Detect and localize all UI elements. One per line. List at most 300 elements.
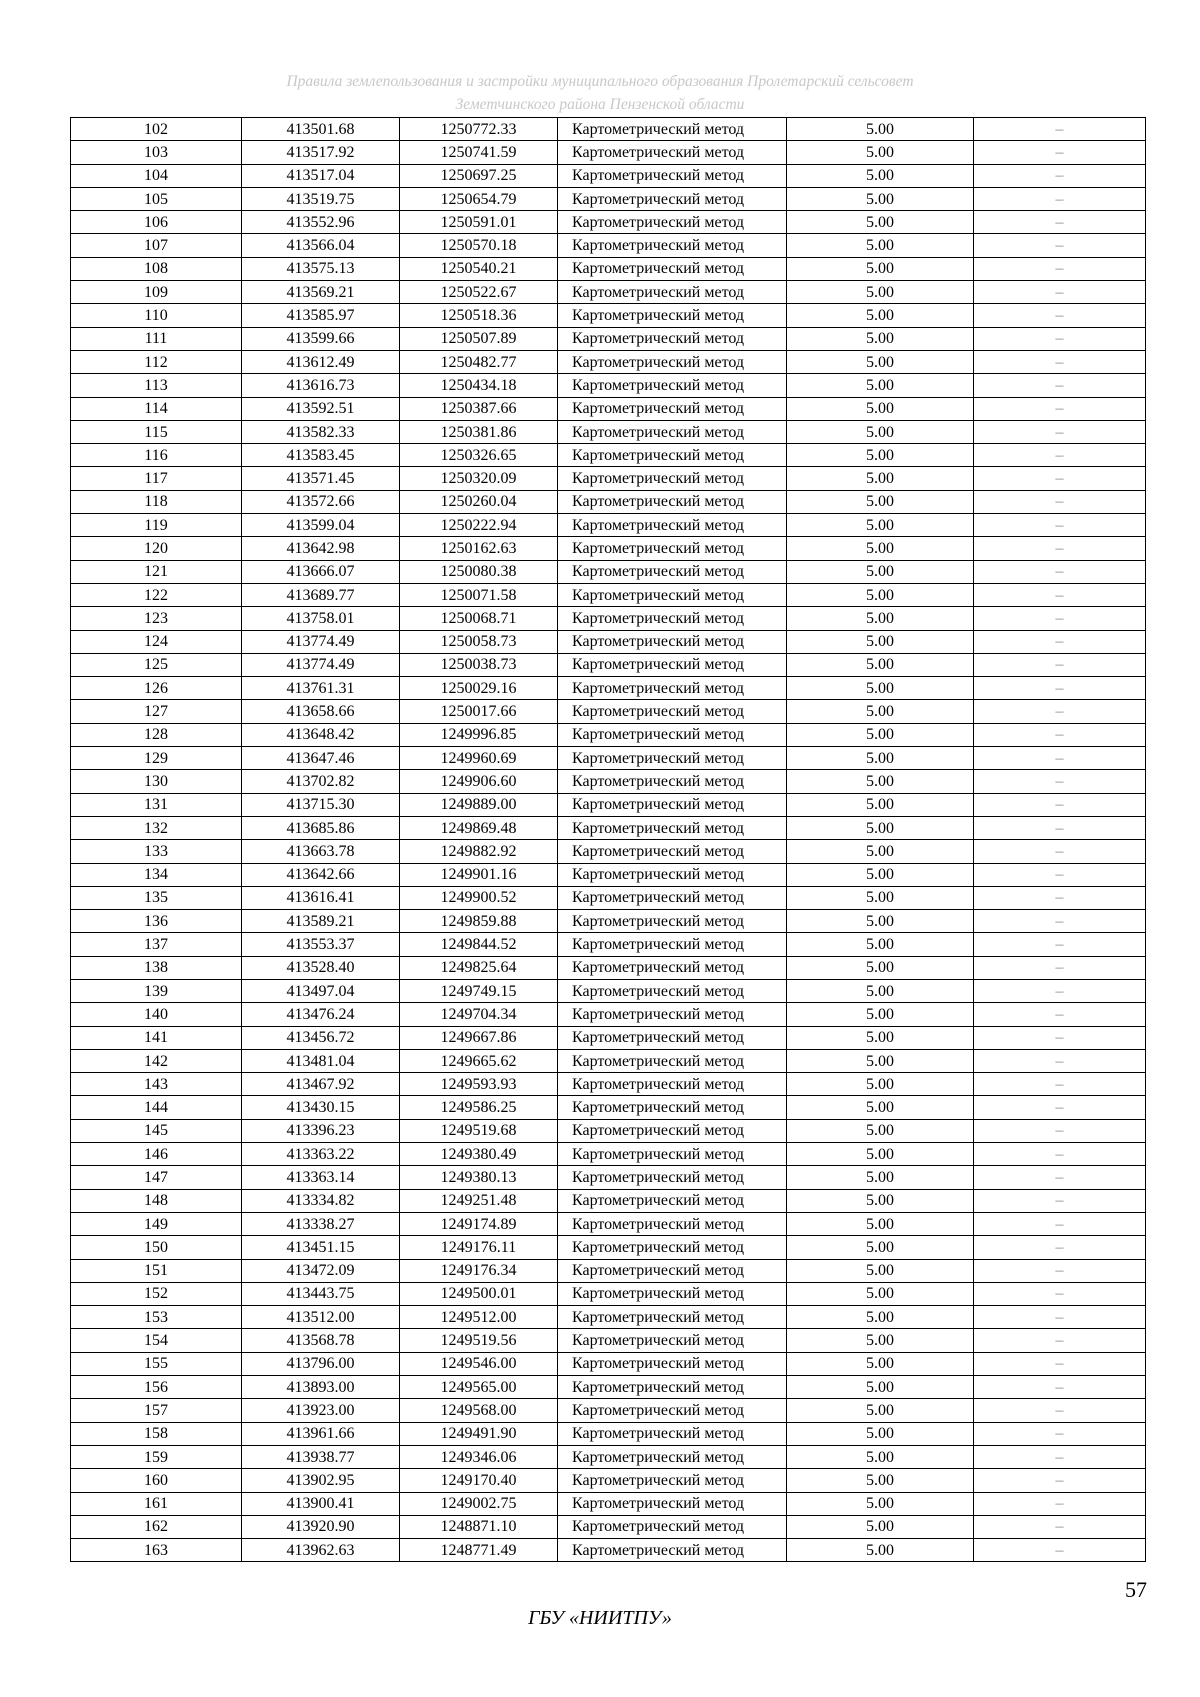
table-row — [71, 677, 1146, 700]
x-coordinate-cell: 413893.00 — [242, 1376, 400, 1399]
table-row — [71, 723, 1146, 746]
y-coordinate-cell: 1249844.52 — [400, 933, 558, 956]
method-cell: Картометрический метод — [558, 281, 787, 304]
note-cell: – — [974, 1445, 1146, 1468]
running-header — [60, 70, 1140, 116]
y-coordinate-cell: 1249825.64 — [400, 956, 558, 979]
table-row — [71, 1166, 1146, 1189]
note-cell: – — [974, 327, 1146, 350]
accuracy-cell: 5.00 — [787, 420, 974, 443]
point-number-cell: 154 — [71, 1329, 242, 1352]
table-row — [71, 118, 1146, 141]
x-coordinate-cell: 413571.45 — [242, 467, 400, 490]
table-row — [71, 1492, 1146, 1515]
table-row — [71, 514, 1146, 537]
point-number-cell: 131 — [71, 793, 242, 816]
header-line-1: Правила землепользования и застройки муниципального образования Пролетарский сельсовет — [286, 73, 914, 90]
note-cell: – — [974, 350, 1146, 373]
table-row — [71, 700, 1146, 723]
y-coordinate-cell: 1249176.34 — [400, 1259, 558, 1282]
method-cell: Картометрический метод — [558, 1119, 787, 1142]
y-coordinate-cell: 1250068.71 — [400, 607, 558, 630]
note-cell: – — [974, 211, 1146, 234]
point-number-cell: 118 — [71, 490, 242, 513]
point-number-cell: 139 — [71, 979, 242, 1002]
x-coordinate-cell: 413774.49 — [242, 653, 400, 676]
point-number-cell: 145 — [71, 1119, 242, 1142]
method-cell: Картометрический метод — [558, 1399, 787, 1422]
point-number-cell: 161 — [71, 1492, 242, 1515]
point-number-cell: 109 — [71, 281, 242, 304]
table-row — [71, 444, 1146, 467]
table-row — [71, 1119, 1146, 1142]
point-number-cell: 156 — [71, 1376, 242, 1399]
note-cell: – — [974, 816, 1146, 839]
x-coordinate-cell: 413616.41 — [242, 886, 400, 909]
y-coordinate-cell: 1250222.94 — [400, 514, 558, 537]
note-cell: – — [974, 770, 1146, 793]
y-coordinate-cell: 1250320.09 — [400, 467, 558, 490]
note-cell: – — [974, 234, 1146, 257]
point-number-cell: 130 — [71, 770, 242, 793]
x-coordinate-cell: 413715.30 — [242, 793, 400, 816]
point-number-cell: 105 — [71, 187, 242, 210]
accuracy-cell: 5.00 — [787, 514, 974, 537]
point-number-cell: 113 — [71, 374, 242, 397]
table-row — [71, 281, 1146, 304]
x-coordinate-cell: 413616.73 — [242, 374, 400, 397]
y-coordinate-cell: 1249500.01 — [400, 1282, 558, 1305]
method-cell: Картометрический метод — [558, 933, 787, 956]
table-row — [71, 1399, 1146, 1422]
accuracy-cell: 5.00 — [787, 397, 974, 420]
method-cell: Картометрический метод — [558, 1049, 787, 1072]
y-coordinate-cell: 1249667.86 — [400, 1026, 558, 1049]
note-cell: – — [974, 1212, 1146, 1235]
accuracy-cell: 5.00 — [787, 444, 974, 467]
y-coordinate-cell: 1249546.00 — [400, 1352, 558, 1375]
point-number-cell: 157 — [71, 1399, 242, 1422]
point-number-cell: 129 — [71, 747, 242, 770]
note-cell: – — [974, 141, 1146, 164]
x-coordinate-cell: 413920.90 — [242, 1515, 400, 1538]
accuracy-cell: 5.00 — [787, 1329, 974, 1352]
note-cell: – — [974, 747, 1146, 770]
note-cell: – — [974, 1049, 1146, 1072]
accuracy-cell: 5.00 — [787, 257, 974, 280]
point-number-cell: 126 — [71, 677, 242, 700]
y-coordinate-cell: 1249565.00 — [400, 1376, 558, 1399]
method-cell: Картометрический метод — [558, 187, 787, 210]
note-cell: – — [974, 677, 1146, 700]
accuracy-cell: 5.00 — [787, 1352, 974, 1375]
method-cell: Картометрический метод — [558, 1282, 787, 1305]
table-row — [71, 1329, 1146, 1352]
point-number-cell: 110 — [71, 304, 242, 327]
coordinates-table-body — [71, 118, 1146, 1562]
y-coordinate-cell: 1250260.04 — [400, 490, 558, 513]
accuracy-cell: 5.00 — [787, 1236, 974, 1259]
x-coordinate-cell: 413961.66 — [242, 1422, 400, 1445]
table-row — [71, 490, 1146, 513]
method-cell: Картометрический метод — [558, 467, 787, 490]
point-number-cell: 124 — [71, 630, 242, 653]
note-cell: – — [974, 956, 1146, 979]
accuracy-cell: 5.00 — [787, 374, 974, 397]
x-coordinate-cell: 413685.86 — [242, 816, 400, 839]
table-row — [71, 979, 1146, 1002]
point-number-cell: 115 — [71, 420, 242, 443]
accuracy-cell: 5.00 — [787, 1166, 974, 1189]
y-coordinate-cell: 1249869.48 — [400, 816, 558, 839]
y-coordinate-cell: 1249859.88 — [400, 910, 558, 933]
x-coordinate-cell: 413430.15 — [242, 1096, 400, 1119]
method-cell: Картометрический метод — [558, 1189, 787, 1212]
x-coordinate-cell: 413761.31 — [242, 677, 400, 700]
note-cell: – — [974, 1026, 1146, 1049]
accuracy-cell: 5.00 — [787, 1143, 974, 1166]
note-cell: – — [974, 607, 1146, 630]
method-cell: Картометрический метод — [558, 956, 787, 979]
note-cell: – — [974, 1399, 1146, 1422]
accuracy-cell: 5.00 — [787, 863, 974, 886]
method-cell: Картометрический метод — [558, 863, 787, 886]
x-coordinate-cell: 413363.22 — [242, 1143, 400, 1166]
y-coordinate-cell: 1250038.73 — [400, 653, 558, 676]
table-row — [71, 607, 1146, 630]
note-cell: – — [974, 1236, 1146, 1259]
table-row — [71, 164, 1146, 187]
point-number-cell: 108 — [71, 257, 242, 280]
point-number-cell: 150 — [71, 1236, 242, 1259]
method-cell: Картометрический метод — [558, 141, 787, 164]
header-line-2: Земетчинского района Пензенской области — [455, 96, 745, 113]
method-cell: Картометрический метод — [558, 327, 787, 350]
accuracy-cell: 5.00 — [787, 653, 974, 676]
accuracy-cell: 5.00 — [787, 933, 974, 956]
x-coordinate-cell: 413702.82 — [242, 770, 400, 793]
y-coordinate-cell: 1249512.00 — [400, 1306, 558, 1329]
note-cell: – — [974, 444, 1146, 467]
accuracy-cell: 5.00 — [787, 560, 974, 583]
x-coordinate-cell: 413658.66 — [242, 700, 400, 723]
x-coordinate-cell: 413663.78 — [242, 840, 400, 863]
y-coordinate-cell: 1250570.18 — [400, 234, 558, 257]
accuracy-cell: 5.00 — [787, 630, 974, 653]
point-number-cell: 134 — [71, 863, 242, 886]
accuracy-cell: 5.00 — [787, 164, 974, 187]
y-coordinate-cell: 1250772.33 — [400, 118, 558, 141]
point-number-cell: 147 — [71, 1166, 242, 1189]
y-coordinate-cell: 1249176.11 — [400, 1236, 558, 1259]
accuracy-cell: 5.00 — [787, 747, 974, 770]
note-cell: – — [974, 630, 1146, 653]
point-number-cell: 143 — [71, 1073, 242, 1096]
y-coordinate-cell: 1249593.93 — [400, 1073, 558, 1096]
note-cell: – — [974, 1539, 1146, 1562]
method-cell: Картометрический метод — [558, 607, 787, 630]
table-row — [71, 1212, 1146, 1235]
x-coordinate-cell: 413796.00 — [242, 1352, 400, 1375]
accuracy-cell: 5.00 — [787, 1515, 974, 1538]
accuracy-cell: 5.00 — [787, 956, 974, 979]
table-row — [71, 1096, 1146, 1119]
note-cell: – — [974, 1352, 1146, 1375]
table-row — [71, 956, 1146, 979]
method-cell: Картометрический метод — [558, 1073, 787, 1096]
method-cell: Картометрический метод — [558, 1212, 787, 1235]
table-row — [71, 537, 1146, 560]
table-row — [71, 420, 1146, 443]
table-row — [71, 1306, 1146, 1329]
y-coordinate-cell: 1249749.15 — [400, 979, 558, 1002]
point-number-cell: 107 — [71, 234, 242, 257]
point-number-cell: 137 — [71, 933, 242, 956]
table-row — [71, 257, 1146, 280]
table-row — [71, 374, 1146, 397]
accuracy-cell: 5.00 — [787, 677, 974, 700]
table-row — [71, 863, 1146, 886]
table-row — [71, 1049, 1146, 1072]
method-cell: Картометрический метод — [558, 397, 787, 420]
accuracy-cell: 5.00 — [787, 910, 974, 933]
accuracy-cell: 5.00 — [787, 1259, 974, 1282]
note-cell: – — [974, 420, 1146, 443]
y-coordinate-cell: 1249996.85 — [400, 723, 558, 746]
method-cell: Картометрический метод — [558, 1166, 787, 1189]
note-cell: – — [974, 1515, 1146, 1538]
y-coordinate-cell: 1250522.67 — [400, 281, 558, 304]
table-row — [71, 793, 1146, 816]
accuracy-cell: 5.00 — [787, 1049, 974, 1072]
table-row — [71, 234, 1146, 257]
method-cell: Картометрический метод — [558, 1515, 787, 1538]
note-cell: – — [974, 374, 1146, 397]
y-coordinate-cell: 1249906.60 — [400, 770, 558, 793]
table-row — [71, 630, 1146, 653]
accuracy-cell: 5.00 — [787, 1189, 974, 1212]
method-cell: Картометрический метод — [558, 1492, 787, 1515]
point-number-cell: 125 — [71, 653, 242, 676]
point-number-cell: 120 — [71, 537, 242, 560]
note-cell: – — [974, 1189, 1146, 1212]
accuracy-cell: 5.00 — [787, 281, 974, 304]
method-cell: Картометрический метод — [558, 1329, 787, 1352]
y-coordinate-cell: 1249380.13 — [400, 1166, 558, 1189]
x-coordinate-cell: 413642.98 — [242, 537, 400, 560]
x-coordinate-cell: 413902.95 — [242, 1469, 400, 1492]
method-cell: Картометрический метод — [558, 490, 787, 513]
y-coordinate-cell: 1249889.00 — [400, 793, 558, 816]
accuracy-cell: 5.00 — [787, 1282, 974, 1305]
method-cell: Картометрический метод — [558, 1259, 787, 1282]
method-cell: Картометрический метод — [558, 1026, 787, 1049]
x-coordinate-cell: 413443.75 — [242, 1282, 400, 1305]
point-number-cell: 136 — [71, 910, 242, 933]
note-cell: – — [974, 1329, 1146, 1352]
method-cell: Картометрический метод — [558, 1539, 787, 1562]
y-coordinate-cell: 1250482.77 — [400, 350, 558, 373]
accuracy-cell: 5.00 — [787, 1469, 974, 1492]
method-cell: Картометрический метод — [558, 1422, 787, 1445]
accuracy-cell: 5.00 — [787, 327, 974, 350]
accuracy-cell: 5.00 — [787, 700, 974, 723]
y-coordinate-cell: 1249380.49 — [400, 1143, 558, 1166]
method-cell: Картометрический метод — [558, 723, 787, 746]
note-cell: – — [974, 1096, 1146, 1119]
y-coordinate-cell: 1248771.49 — [400, 1539, 558, 1562]
x-coordinate-cell: 413497.04 — [242, 979, 400, 1002]
point-number-cell: 132 — [71, 816, 242, 839]
table-row — [71, 1189, 1146, 1212]
x-coordinate-cell: 413648.42 — [242, 723, 400, 746]
x-coordinate-cell: 413334.82 — [242, 1189, 400, 1212]
accuracy-cell: 5.00 — [787, 607, 974, 630]
x-coordinate-cell: 413553.37 — [242, 933, 400, 956]
table-row — [71, 304, 1146, 327]
point-number-cell: 148 — [71, 1189, 242, 1212]
table-row — [71, 1376, 1146, 1399]
x-coordinate-cell: 413962.63 — [242, 1539, 400, 1562]
note-cell: – — [974, 490, 1146, 513]
point-number-cell: 141 — [71, 1026, 242, 1049]
method-cell: Картометрический метод — [558, 444, 787, 467]
table-row — [71, 1469, 1146, 1492]
accuracy-cell: 5.00 — [787, 118, 974, 141]
x-coordinate-cell: 413451.15 — [242, 1236, 400, 1259]
y-coordinate-cell: 1250697.25 — [400, 164, 558, 187]
point-number-cell: 151 — [71, 1259, 242, 1282]
y-coordinate-cell: 1250080.38 — [400, 560, 558, 583]
x-coordinate-cell: 413569.21 — [242, 281, 400, 304]
note-cell: – — [974, 793, 1146, 816]
x-coordinate-cell: 413363.14 — [242, 1166, 400, 1189]
x-coordinate-cell: 413519.75 — [242, 187, 400, 210]
y-coordinate-cell: 1249901.16 — [400, 863, 558, 886]
footer-organization: ГБУ «НИИТПУ» — [528, 1607, 672, 1629]
method-cell: Картометрический метод — [558, 793, 787, 816]
x-coordinate-cell: 413589.21 — [242, 910, 400, 933]
note-cell: – — [974, 281, 1146, 304]
method-cell: Картометрический метод — [558, 164, 787, 187]
table-row — [71, 747, 1146, 770]
note-cell: – — [974, 1469, 1146, 1492]
point-number-cell: 153 — [71, 1306, 242, 1329]
x-coordinate-cell: 413583.45 — [242, 444, 400, 467]
x-coordinate-cell: 413517.92 — [242, 141, 400, 164]
y-coordinate-cell: 1249568.00 — [400, 1399, 558, 1422]
method-cell: Картометрический метод — [558, 537, 787, 560]
note-cell: – — [974, 118, 1146, 141]
x-coordinate-cell: 413612.49 — [242, 350, 400, 373]
y-coordinate-cell: 1249491.90 — [400, 1422, 558, 1445]
table-row — [71, 560, 1146, 583]
table-row — [71, 933, 1146, 956]
x-coordinate-cell: 413599.04 — [242, 514, 400, 537]
note-cell: – — [974, 1143, 1146, 1166]
table-row — [71, 211, 1146, 234]
method-cell: Картометрический метод — [558, 583, 787, 606]
accuracy-cell: 5.00 — [787, 1445, 974, 1468]
x-coordinate-cell: 413552.96 — [242, 211, 400, 234]
y-coordinate-cell: 1249665.62 — [400, 1049, 558, 1072]
x-coordinate-cell: 413599.66 — [242, 327, 400, 350]
point-number-cell: 155 — [71, 1352, 242, 1375]
note-cell: – — [974, 700, 1146, 723]
table-row — [71, 1445, 1146, 1468]
point-number-cell: 102 — [71, 118, 242, 141]
y-coordinate-cell: 1249002.75 — [400, 1492, 558, 1515]
accuracy-cell: 5.00 — [787, 723, 974, 746]
point-number-cell: 135 — [71, 886, 242, 909]
method-cell: Картометрический метод — [558, 1445, 787, 1468]
point-number-cell: 144 — [71, 1096, 242, 1119]
method-cell: Картометрический метод — [558, 1376, 787, 1399]
accuracy-cell: 5.00 — [787, 1399, 974, 1422]
point-number-cell: 127 — [71, 700, 242, 723]
point-number-cell: 160 — [71, 1469, 242, 1492]
table-row — [71, 350, 1146, 373]
x-coordinate-cell: 413938.77 — [242, 1445, 400, 1468]
x-coordinate-cell: 413456.72 — [242, 1026, 400, 1049]
point-number-cell: 121 — [71, 560, 242, 583]
point-number-cell: 122 — [71, 583, 242, 606]
method-cell: Картометрический метод — [558, 420, 787, 443]
point-number-cell: 114 — [71, 397, 242, 420]
x-coordinate-cell: 413472.09 — [242, 1259, 400, 1282]
method-cell: Картометрический метод — [558, 350, 787, 373]
method-cell: Картометрический метод — [558, 1003, 787, 1026]
y-coordinate-cell: 1249882.92 — [400, 840, 558, 863]
y-coordinate-cell: 1250162.63 — [400, 537, 558, 560]
y-coordinate-cell: 1250434.18 — [400, 374, 558, 397]
note-cell: – — [974, 537, 1146, 560]
note-cell: – — [974, 979, 1146, 1002]
y-coordinate-cell: 1249251.48 — [400, 1189, 558, 1212]
y-coordinate-cell: 1250381.86 — [400, 420, 558, 443]
accuracy-cell: 5.00 — [787, 1119, 974, 1142]
point-number-cell: 149 — [71, 1212, 242, 1235]
table-row — [71, 1026, 1146, 1049]
method-cell: Картометрический метод — [558, 770, 787, 793]
note-cell: – — [974, 910, 1146, 933]
point-number-cell: 106 — [71, 211, 242, 234]
note-cell: – — [974, 840, 1146, 863]
accuracy-cell: 5.00 — [787, 1306, 974, 1329]
note-cell: – — [974, 560, 1146, 583]
y-coordinate-cell: 1249346.06 — [400, 1445, 558, 1468]
table-row — [71, 1515, 1146, 1538]
accuracy-cell: 5.00 — [787, 467, 974, 490]
table-row — [71, 840, 1146, 863]
accuracy-cell: 5.00 — [787, 840, 974, 863]
method-cell: Картометрический метод — [558, 700, 787, 723]
x-coordinate-cell: 413774.49 — [242, 630, 400, 653]
method-cell: Картометрический метод — [558, 1306, 787, 1329]
point-number-cell: 104 — [71, 164, 242, 187]
x-coordinate-cell: 413689.77 — [242, 583, 400, 606]
method-cell: Картометрический метод — [558, 677, 787, 700]
x-coordinate-cell: 413647.46 — [242, 747, 400, 770]
point-number-cell: 162 — [71, 1515, 242, 1538]
method-cell: Картометрический метод — [558, 1469, 787, 1492]
note-cell: – — [974, 863, 1146, 886]
method-cell: Картометрический метод — [558, 910, 787, 933]
x-coordinate-cell: 413512.00 — [242, 1306, 400, 1329]
table-row — [71, 886, 1146, 909]
note-cell: – — [974, 1306, 1146, 1329]
point-number-cell: 158 — [71, 1422, 242, 1445]
